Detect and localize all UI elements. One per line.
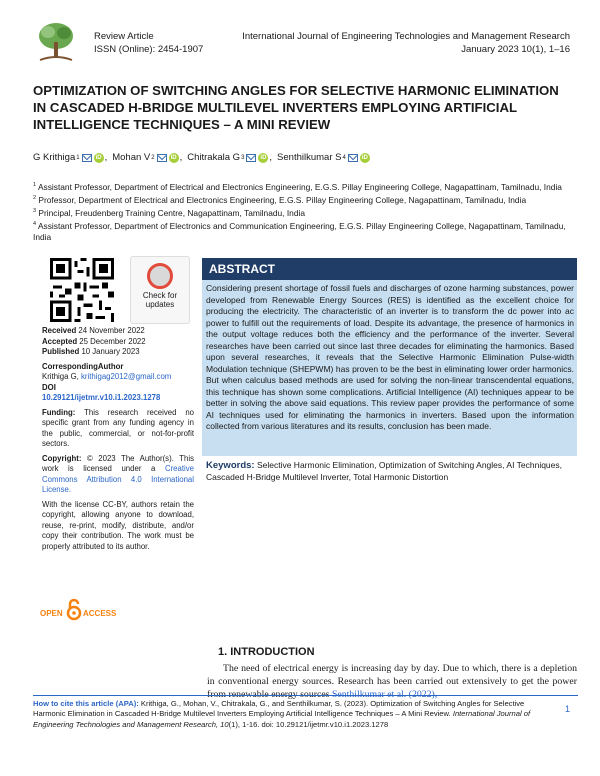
article-sidebar (42, 326, 194, 556)
published-date: 10 January 2023 (81, 347, 140, 356)
author-separator: , (269, 152, 273, 163)
paper-title: OPTIMIZATION OF SWITCHING ANGLES FOR SELECTIVE HARMONIC ELIMINATION IN CASCADED H-BRIDGE MULTILEVEL INVERTERS EMPLOYING ARTIFICIAL INTELLIGENCE TECHNIQUES – A MINI REVIEW (33, 83, 559, 132)
abstract-heading: ABSTRACT (202, 258, 577, 280)
header-right (242, 30, 570, 56)
author-name: G Krithiga (33, 152, 76, 163)
author-affil-number: 2 (151, 154, 155, 161)
cite-label: How to cite this article (APA): (33, 699, 139, 708)
author-name: Mohan V (112, 152, 151, 163)
affiliation-item (33, 206, 573, 219)
journal-logo-tree-icon (34, 20, 78, 66)
page-number: 1 (564, 704, 570, 714)
orcid-icon[interactable]: iD (260, 154, 267, 161)
author-separator: , (104, 152, 108, 163)
affiliation-text: Assistant Professor, Department of Electronics and Communication Engineering, E.G.S. Pillay Engineering College, Nagapattinam, Tamilnadu, India (33, 220, 566, 242)
author-affil-number: 1 (76, 154, 80, 161)
affiliation-number: 1 (33, 182, 37, 188)
affiliation-text: Principal, Freudenberg Training Centre, Nagapattinam, Tamilnadu, India (38, 207, 305, 218)
email-icon[interactable] (82, 154, 92, 162)
author-separator: , (179, 152, 183, 163)
journal-name: International Journal of Engineering Technologies and Management Research (242, 31, 570, 42)
abstract-text: Considering present shortage of fossil fuels and discharges of ozone harming substances, power developed from Renewable Energy Sources (RES) is identified as the excellent choice for producing the electricity. The characteristic of an inverter is to transform the dc power into ac power to fulfill out the requirements of load. Despite its advantage, the presence of harmonics in the output voltage reduces both the efficiency and the performance of the inverter. Several researches have been carried out since last three decades for eliminating the harmonics. Based upon several researches, it reveals that the Selective Harmonic Elimination Pulse-width Modulation technique (SHEPWM) has proven to be the best in eliminating lower order harmonics. But when calculus based methods are used for solving the non-linear transcendental equations, this technique has shown some complications. Artificial Intelligence (AI) techniques appear to be better in solving the above said equations. This review paper provides the performance of some AI techniques used for eliminating the harmonics in inverters. Based upon the information collected from various literatures and its results, conclusion has been made. (206, 283, 574, 431)
doi-label: DOI (42, 382, 56, 392)
corresponding-email-link[interactable]: krithigag2012@gmail.com (81, 372, 172, 381)
affiliation-item (33, 193, 573, 206)
open-access-lock-icon (68, 600, 80, 619)
author-affil-number: 3 (241, 154, 245, 161)
received-date: 24 November 2022 (78, 326, 145, 335)
author-name: Chitrakala G (187, 152, 241, 163)
cite-rest: (1), 1-16. doi: 10.29121/ijetmr.v10.i1.2023.1278 (228, 719, 389, 729)
corresponding-label: CorrespondingAuthor (42, 361, 124, 371)
license-text: With the license CC-BY, authors retain the copyright, allowing anyone to download, reuse, re-print, modify, distribute, and/or copy their contribution. The work must be properly attributed to its author. (42, 499, 194, 551)
author-item (112, 152, 182, 163)
affiliation-number: 3 (33, 208, 37, 214)
citation-footer (33, 699, 533, 730)
author-name: Senthilkumar S (277, 152, 342, 163)
open-access-access-text: ACCESS (83, 609, 117, 618)
article-type: Review Article (94, 31, 154, 42)
author-list (33, 152, 374, 163)
keywords-text: Selective Harmonic Elimination, Optimization of Switching Angles, AI Techniques, Cascaded H-Bridge Multilevel Inverter, Total Harmonic Distortion (206, 460, 563, 482)
check-for-updates-button[interactable] (130, 256, 190, 324)
email-icon[interactable] (246, 154, 256, 162)
orcid-icon[interactable]: iD (170, 154, 177, 161)
author-affil-number: 4 (342, 154, 346, 161)
funding-text: This research received no specific grant from any funding agency in the public, commercial, or not-for-profit sectors. (42, 407, 194, 448)
affiliations (33, 180, 573, 243)
open-access-open-text: OPEN (40, 609, 63, 618)
intro-text: The need of electrical energy is increasing day by day. Due to which, there is a depletion in conventional energy sources. Research has been carried out extensively to get the power (207, 663, 577, 687)
email-icon[interactable] (348, 154, 358, 162)
affiliation-item (33, 219, 573, 243)
copyright-block (42, 454, 194, 496)
corresponding-name: Krithiga G, (42, 372, 79, 381)
affiliation-number: 4 (33, 221, 37, 227)
qr-code-icon[interactable] (50, 258, 114, 322)
cite-journal: International Journal of Engineering Technologies and Management Research, 10 (33, 709, 531, 729)
corresponding-block (42, 362, 194, 404)
funding-block (42, 408, 194, 450)
open-access-logo (38, 598, 128, 622)
copyright-text: © 2023 The Author(s). This work is licensed under a (42, 453, 194, 473)
email-icon[interactable] (157, 154, 167, 162)
funding-label: Funding: (42, 407, 76, 417)
doi-link[interactable]: 10.29121/ijetmr.v10.i1.2023.1278 (42, 393, 161, 402)
copyright-label: Copyright: (42, 453, 82, 463)
published-label: Published (42, 347, 80, 356)
accepted-date: 25 December 2022 (79, 336, 146, 346)
cite-text: Krithiga, G., Mohan, V., Chitrakala, G., and Senthilkumar, S. (2023). Optimization of Switching Angles for Selective Harmonic Elimination in Cascaded H-Bridge Multilevel Inverters Employing Artificial Intelligence Techniques – A Mini Review. (33, 699, 525, 719)
affiliation-item (33, 180, 573, 193)
check-updates-line1: Check for (142, 291, 178, 300)
section-heading: 1. INTRODUCTION (218, 646, 315, 658)
issue-info: January 2023 10(1), 1–16 (461, 44, 570, 55)
dates-block (42, 326, 194, 358)
keywords-label: Keywords: (206, 460, 255, 471)
issn: ISSN (Online): 2454-1907 (94, 44, 204, 55)
crossmark-icon (147, 263, 173, 289)
affiliation-text: Professor, Department of Electrical and Electronics Engineering, E.G.S. Pillay Engineering College, Nagapattinam, Tamilnadu, India (38, 194, 527, 205)
header-left (94, 30, 203, 56)
affiliation-text: Assistant Professor, Department of Electrical and Electronics Engineering, E.G.S. Pillay Engineering College, Nagapattinam, Tamilnadu, India (37, 181, 562, 192)
author-item (33, 152, 107, 163)
keywords-block (206, 460, 574, 483)
license-link[interactable]: Creative Commons Attribution 4.0 International License. (42, 464, 194, 494)
author-item (187, 152, 272, 163)
affiliation-number: 2 (33, 195, 37, 201)
orcid-icon[interactable]: iD (361, 154, 368, 161)
check-updates-line2: updates (145, 300, 175, 309)
author-item (277, 152, 371, 163)
orcid-icon[interactable]: iD (95, 154, 102, 161)
received-label: Received (42, 326, 77, 335)
footer-divider (33, 695, 578, 696)
accepted-label: Accepted (42, 336, 78, 346)
